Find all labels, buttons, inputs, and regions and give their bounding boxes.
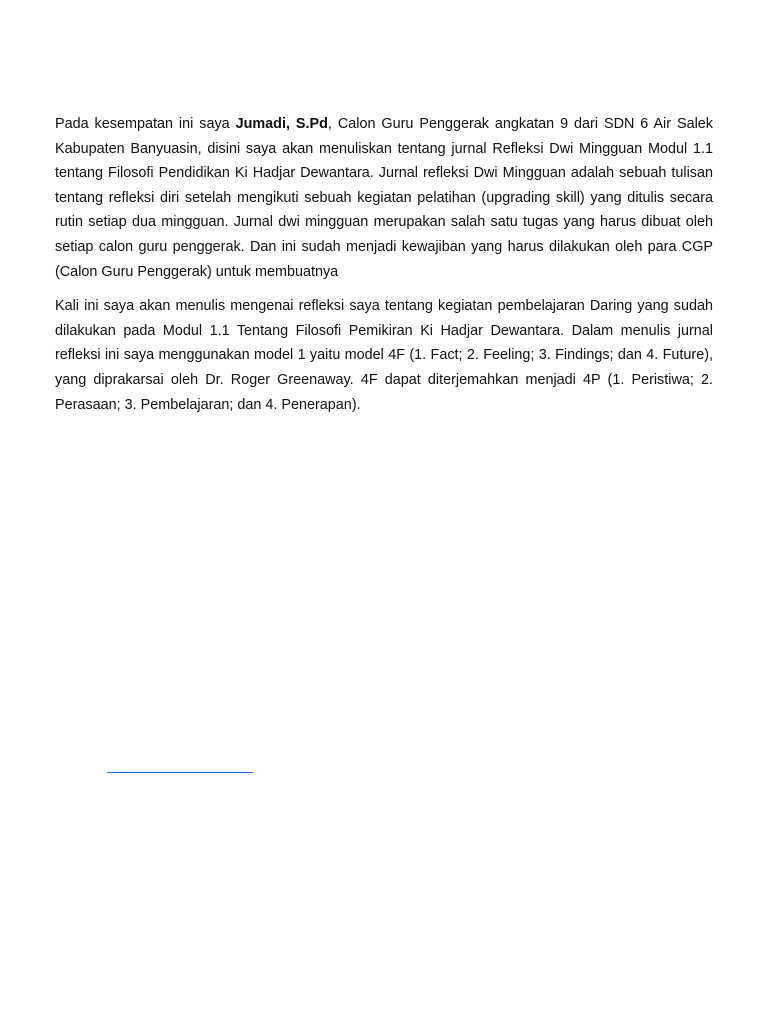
paragraph-intro <box>55 112 713 284</box>
document-body <box>55 112 713 417</box>
paragraph-intro-lead: Pada kesempatan ini saya <box>55 116 236 132</box>
footnote-separator <box>107 772 253 773</box>
paragraph-intro-rest: , Calon Guru Penggerak angkatan 9 dari SDN 6 Air Salek Kabupaten Banyuasin, disini saya akan menuliskan tentang jurnal Refleksi Dwi Mingguan Modul 1.1 tentang Filosofi Pendidikan Ki Hadjar Dewantara. Jurnal refleksi Dwi Mingguan adalah sebuah tulisan tentang refleksi diri setelah mengikuti sebuah kegiatan pelatihan (upgrading skill) yang ditulis secara rutin setiap dua mingguan. Jurnal dwi mingguan merupakan salah satu tugas yang harus dibuat oleh setiap calon guru penggerak. Dan ini sudah menjadi kewajiban yang harus dilakukan oleh para CGP (Calon Guru Penggerak) untuk membuatnya <box>55 116 713 280</box>
author-name: Jumadi, S.Pd <box>235 116 328 132</box>
paragraph-reflection: Kali ini saya akan menulis mengenai refleksi saya tentang kegiatan pembelajaran Daring yang sudah dilakukan pada Modul 1.1 Tentang Filosofi Pemikiran Ki Hadjar Dewantara. Dalam menulis jurnal refleksi ini saya menggunakan model 1 yaitu model 4F (1. Fact; 2. Feeling; 3. Findings; dan 4. Future), yang diprakarsai oleh Dr. Roger Greenaway. 4F dapat diterjemahkan menjadi 4P (1. Peristiwa; 2. Perasaan; 3. Pembelajaran; dan 4. Penerapan). <box>55 298 713 413</box>
